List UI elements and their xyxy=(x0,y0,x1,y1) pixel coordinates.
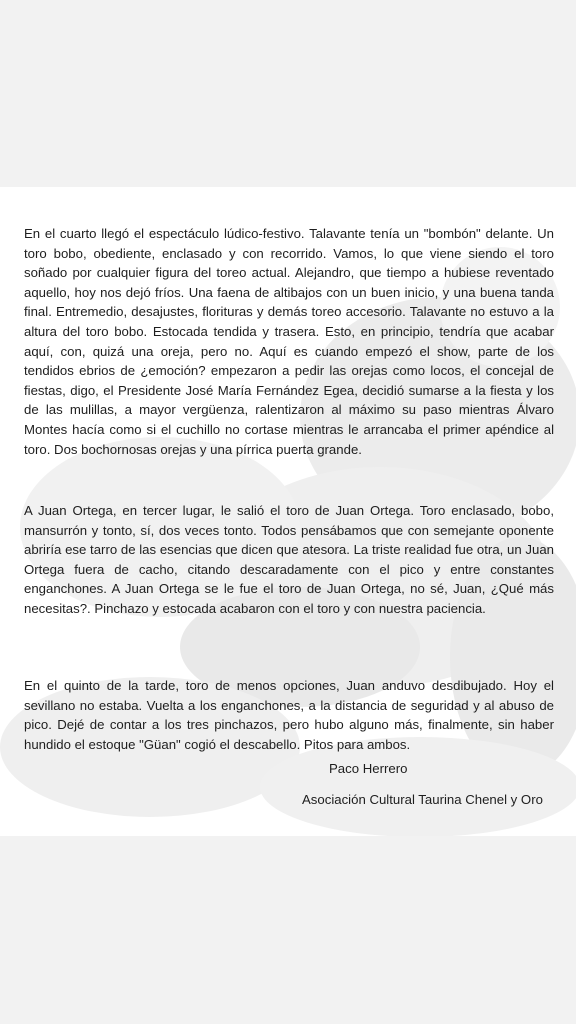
paragraph-2: A Juan Ortega, en tercer lugar, le salió el toro de Juan Ortega. Toro enclasado, bobo, mansurrón y tonto, sí, dos veces tonto. Todos pensábamos que con semejante oponente abriría ese tarro de las esencias que dicen que atesora. La triste realidad fue otra, un Juan Ortega fuera de cacho, citando descaradamente con el pico y entre constantes enganchones. A Juan Ortega se le fue el toro de Juan Ortega, no sé, Juan, ¿Qué más necesitas?. Pinchazo y estocada acabaron con el toro y con nuestra paciencia. xyxy=(24,503,554,616)
paragraph-3: En el quinto de la tarde, toro de menos opciones, Juan anduvo desdibujado. Hoy el sevillano no estaba. Vuelta a los enganchones, a la distancia de seguridad y al abuso de pico. Dejé de contar a los tres pinchazos, pero hubo alguno más, finalmente, sin haber hundido el estoque "Güan" cogió el descabello. Pitos para ambos. xyxy=(24,678,554,752)
author-organization: Asociación Cultural Taurina Chenel y Oro xyxy=(302,792,543,807)
bottom-margin xyxy=(0,836,576,1024)
document-page xyxy=(0,187,576,836)
author-name: Paco Herrero xyxy=(329,761,408,776)
paragraph-1: En el cuarto llegó el espectáculo lúdico-festivo. Talavante tenía un "bombón" delante. Un toro bobo, obediente, enclasado y con recorrido. Vamos, lo que viene siendo el toro soñado por cualquier figura del toreo actual. Alejandro, que tiempo a hubiese reventado aquello, hoy nos dejó fríos. Una faena de altibajos con un buen inicio, y una buena tanda final. Entremedio, desajustes, florituras y demás toreo accesorio. Talavante no estuvo a la altura del toro bobo. Estocada tendida y trasera. Esto, en principio, tendría que acabar aquí, con, quizá una oreja, pero no. Aquí es cuando empezó el show, parte de los tendidos ebrios de ¿emoción? empezaron a pedir las orejas como locos, el concejal de fiestas, digo, el Presidente José María Fernández Egea, decidió sumarse a la fiesta y los de las mulillas, a mayor vergüenza, ralentizaron al máximo su paso mientras Álvaro Montes hacía como si el cuchillo no cortase mientras le arrancaba el primer apéndice al toro. Dos bochornosas orejas y una pírrica puerta grande. xyxy=(24,226,554,457)
top-margin xyxy=(0,0,576,187)
